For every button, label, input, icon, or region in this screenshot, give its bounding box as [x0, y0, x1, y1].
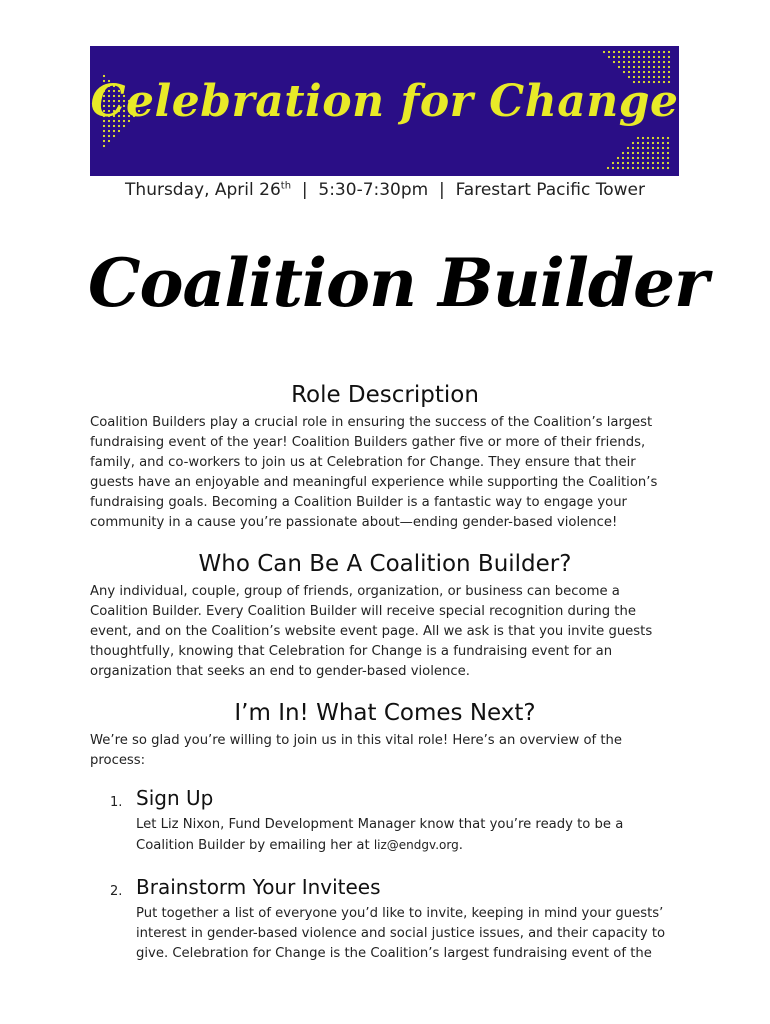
decorative-dot: [657, 152, 659, 154]
decorative-dot: [667, 162, 669, 164]
decorative-dot: [642, 142, 644, 144]
decorative-dot: [617, 162, 619, 164]
step-number: 2.: [110, 884, 123, 899]
decorative-dot: [658, 71, 660, 73]
step-line-text: Coalition Builder by emailing her at: [136, 838, 374, 853]
decorative-dot: [632, 152, 634, 154]
decorative-dot: [623, 71, 625, 73]
decorative-dot: [638, 71, 640, 73]
decorative-dot: [608, 56, 610, 58]
paragraph-line: We’re so glad you’re willing to join us in this vital role! Here’s an overview of the: [90, 733, 623, 748]
decorative-dot: [657, 157, 659, 159]
decorative-dot: [632, 142, 634, 144]
decorative-dot: [623, 61, 625, 63]
step-body-brainstorm: [136, 904, 676, 964]
decorative-dot: [663, 61, 665, 63]
decorative-dot: [642, 137, 644, 139]
paragraph-line: thoughtfully, knowing that Celebration for Change is a fundraising event for an: [90, 644, 613, 659]
decorative-dot: [612, 167, 614, 169]
decorative-dot: [617, 167, 619, 169]
decorative-dot: [647, 162, 649, 164]
decorative-dot: [628, 61, 630, 63]
decorative-dot: [667, 137, 669, 139]
decorative-dot: [648, 71, 650, 73]
decorative-dot: [627, 167, 629, 169]
decorative-dot: [113, 135, 115, 137]
event-date-suffix: th: [280, 180, 292, 192]
decorative-dot: [657, 142, 659, 144]
decorative-dot: [653, 61, 655, 63]
decorative-dot: [628, 66, 630, 68]
decorative-dot: [652, 142, 654, 144]
decorative-dot: [642, 162, 644, 164]
role-title: Coalition Builder: [88, 244, 708, 322]
decorative-dot: [653, 71, 655, 73]
decorative-dot: [627, 162, 629, 164]
decorative-dot: [637, 152, 639, 154]
decorative-dot: [667, 147, 669, 149]
decorative-dot: [632, 167, 634, 169]
next-body: [90, 731, 690, 771]
decorative-dot: [657, 147, 659, 149]
paragraph-line: community in a cause you’re passionate about—ending gender-based violence!: [90, 515, 618, 530]
decorative-dot: [622, 157, 624, 159]
decorative-dot: [607, 167, 609, 169]
decorative-dot: [103, 145, 105, 147]
decorative-dot: [653, 51, 655, 53]
decorative-dot: [643, 71, 645, 73]
paragraph-line: fundraising goals. Becoming a Coalition Builder is a fantastic way to engage your: [90, 495, 627, 510]
decorative-dot: [652, 162, 654, 164]
decorative-dot: [633, 66, 635, 68]
decorative-dot: [108, 140, 110, 142]
decorative-dot: [622, 162, 624, 164]
decorative-dot: [638, 66, 640, 68]
decorative-dot: [617, 157, 619, 159]
decorative-dot: [618, 56, 620, 58]
event-time-location: | 5:30-7:30pm | Farestart Pacific Tower: [291, 180, 645, 200]
decorative-dot: [637, 137, 639, 139]
decorative-dot: [632, 162, 634, 164]
who-heading: Who Can Be A Coalition Builder?: [198, 551, 572, 577]
who-body: [90, 582, 690, 682]
paragraph-line: Coalition Builders play a crucial role in ensuring the success of the Coalition’s largest: [90, 415, 653, 430]
decorative-dot: [632, 157, 634, 159]
step-line: interest in gender-based violence and social justice issues, and their capacity to: [136, 926, 666, 941]
decorative-dot: [647, 142, 649, 144]
paragraph-line: organization that seeks an end to gender-based violence.: [90, 664, 470, 679]
decorative-dot: [657, 137, 659, 139]
email-address: liz@endgv.org: [373, 838, 459, 852]
paragraph-line: guests have an enjoyable and meaningful experience while supporting the Coalition’s: [90, 475, 658, 490]
decorative-dot: [648, 66, 650, 68]
decorative-dot: [658, 56, 660, 58]
decorative-dot: [662, 142, 664, 144]
decorative-dot: [647, 167, 649, 169]
role-description-body: [90, 413, 690, 533]
decorative-dot: [613, 51, 615, 53]
decorative-dot: [657, 167, 659, 169]
decorative-dot: [627, 152, 629, 154]
banner-title: Celebration for Change: [90, 76, 679, 127]
decorative-dot: [103, 140, 105, 142]
step-line: give. Celebration for Change is the Coalition’s largest fundraising event of the: [136, 946, 652, 961]
decorative-dot: [648, 56, 650, 58]
decorative-dot: [633, 56, 635, 58]
decorative-dot: [108, 130, 110, 132]
step-title-sign-up: Sign Up: [136, 786, 214, 810]
decorative-dot: [628, 71, 630, 73]
paragraph-line: family, and co-workers to join us at Celebration for Change. They ensure that their: [90, 455, 636, 470]
decorative-dot: [643, 61, 645, 63]
event-details: [60, 180, 710, 200]
decorative-dot: [668, 56, 670, 58]
decorative-dot: [637, 162, 639, 164]
decorative-dot: [623, 66, 625, 68]
decorative-dot: [663, 56, 665, 58]
decorative-dot: [633, 61, 635, 63]
decorative-dot: [613, 56, 615, 58]
decorative-dot: [668, 71, 670, 73]
decorative-dot: [108, 135, 110, 137]
decorative-dot: [663, 51, 665, 53]
step-number: 1.: [110, 795, 123, 810]
step-line: Put together a list of everyone you’d like to invite, keeping in mind your guests’: [136, 906, 664, 921]
decorative-dot: [632, 147, 634, 149]
decorative-dot: [622, 152, 624, 154]
step-body-sign-up: [136, 815, 676, 856]
decorative-dot: [662, 157, 664, 159]
decorative-dot: [653, 66, 655, 68]
decorative-dot: [627, 147, 629, 149]
paragraph-line: fundraising event of the year! Coalition Builders gather five or more of their friends,: [90, 435, 646, 450]
paragraph-line: event, and on the Coalition’s website event page. All we ask is that you invite guests: [90, 624, 653, 639]
step-title-brainstorm: Brainstorm Your Invitees: [136, 875, 381, 899]
decorative-dot: [623, 51, 625, 53]
event-date: Thursday, April 26: [125, 180, 281, 200]
decorative-dot: [633, 71, 635, 73]
decorative-dot: [647, 152, 649, 154]
decorative-dot: [663, 66, 665, 68]
decorative-dot: [647, 137, 649, 139]
decorative-dot: [662, 147, 664, 149]
decorative-dot: [658, 66, 660, 68]
decorative-dot: [647, 157, 649, 159]
decorative-dot: [652, 167, 654, 169]
step-line: Let Liz Nixon, Fund Development Manager know that you’re ready to be a: [136, 817, 624, 832]
decorative-dot: [667, 167, 669, 169]
decorative-dot: [662, 152, 664, 154]
decorative-dot: [662, 162, 664, 164]
decorative-dot: [628, 51, 630, 53]
paragraph-line: Any individual, couple, group of friends, organization, or business can become a: [90, 584, 620, 599]
decorative-dot: [623, 56, 625, 58]
decorative-dot: [103, 130, 105, 132]
decorative-dot: [637, 167, 639, 169]
decorative-dot: [637, 142, 639, 144]
decorative-dot: [643, 56, 645, 58]
decorative-dot: [657, 162, 659, 164]
decorative-dot: [652, 147, 654, 149]
decorative-dot: [662, 167, 664, 169]
event-banner: [90, 46, 679, 176]
decorative-dot: [633, 51, 635, 53]
decorative-dot: [618, 51, 620, 53]
decorative-dot: [637, 147, 639, 149]
decorative-dot: [668, 66, 670, 68]
decorative-dot: [658, 61, 660, 63]
decorative-dot: [613, 61, 615, 63]
decorative-dot: [652, 137, 654, 139]
decorative-dot: [647, 147, 649, 149]
decorative-dot: [608, 51, 610, 53]
step-line-period: .: [458, 838, 463, 853]
decorative-dot: [662, 137, 664, 139]
decorative-dot: [667, 142, 669, 144]
decorative-dot: [642, 147, 644, 149]
decorative-dot: [103, 135, 105, 137]
decorative-dot: [638, 51, 640, 53]
decorative-dot: [642, 167, 644, 169]
decorative-dot: [642, 152, 644, 154]
decorative-dot: [668, 61, 670, 63]
decorative-dot: [603, 51, 605, 53]
decorative-dot: [643, 66, 645, 68]
role-description-heading: Role Description: [291, 382, 479, 408]
paragraph-line: Coalition Builder. Every Coalition Builder will receive special recognition during the: [90, 604, 636, 619]
decorative-dot: [653, 56, 655, 58]
decorative-dot: [612, 162, 614, 164]
decorative-dot: [648, 61, 650, 63]
decorative-dot: [622, 167, 624, 169]
decorative-dot: [642, 157, 644, 159]
decorative-dot: [658, 51, 660, 53]
decorative-dot: [668, 51, 670, 53]
paragraph-line: process:: [90, 753, 146, 768]
decorative-dot: [652, 157, 654, 159]
decorative-dot: [638, 56, 640, 58]
decorative-dot: [628, 56, 630, 58]
step-line: [136, 835, 676, 856]
decorative-dot: [627, 157, 629, 159]
decorative-dot: [643, 51, 645, 53]
decorative-dot: [648, 51, 650, 53]
decorative-dot: [652, 152, 654, 154]
decorative-dot: [113, 130, 115, 132]
decorative-dot: [638, 61, 640, 63]
next-heading: I’m In! What Comes Next?: [234, 700, 536, 726]
decorative-dot: [637, 157, 639, 159]
decorative-dot: [663, 71, 665, 73]
decorative-dot: [618, 66, 620, 68]
decorative-dot: [667, 157, 669, 159]
decorative-dot: [618, 61, 620, 63]
decorative-dot: [667, 152, 669, 154]
decorative-dot: [118, 130, 120, 132]
